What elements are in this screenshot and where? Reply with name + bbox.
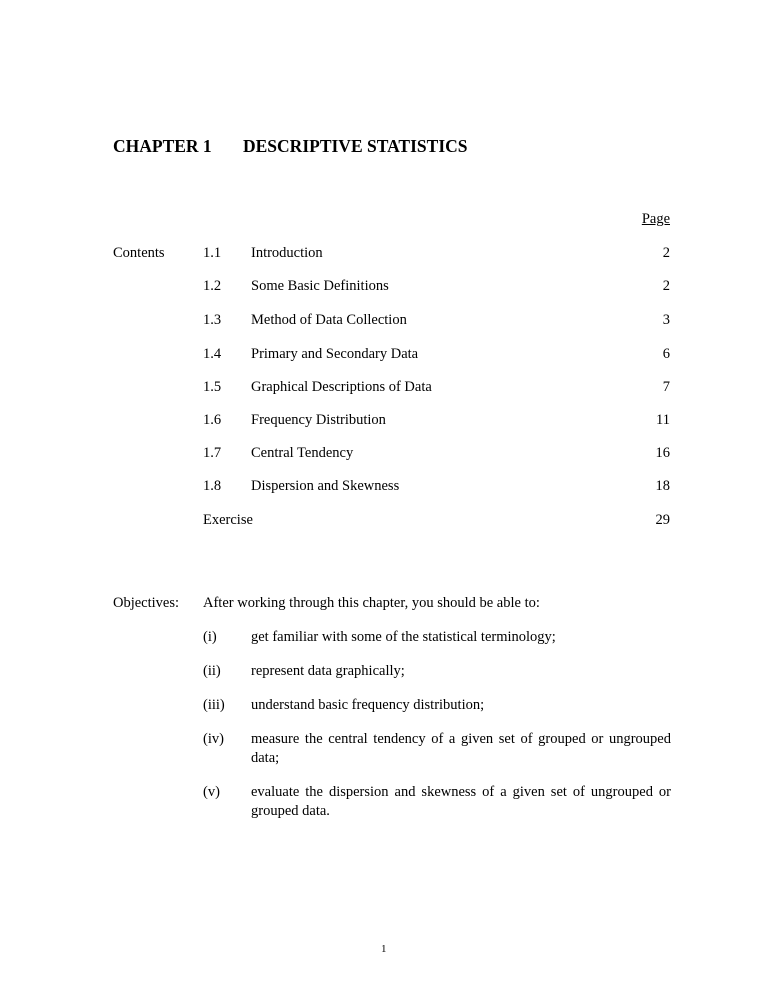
- objective-text: measure the central tendency of a given set of grouped or ungrouped data;: [251, 731, 671, 766]
- page-number: 1: [381, 943, 387, 955]
- toc-item-page: 16: [655, 445, 670, 461]
- objective-number: (iv): [203, 731, 224, 747]
- toc-item-number: 1.4: [203, 346, 222, 362]
- toc-item-page: 18: [655, 478, 670, 494]
- page-column-header: Page: [641, 211, 670, 227]
- toc-item-number: 1.3: [203, 312, 222, 328]
- toc-item-number: 1.5: [203, 379, 222, 395]
- toc-item-page: 2: [662, 245, 670, 261]
- chapter-label: CHAPTER 1: [113, 136, 212, 156]
- objectives-intro: After working through this chapter, you should be able to:: [203, 595, 540, 611]
- toc-item-number: 1.2: [203, 278, 222, 294]
- toc-item-title: Method of Data Collection: [251, 312, 407, 328]
- toc-item-title: Frequency Distribution: [251, 412, 386, 428]
- chapter-title: DESCRIPTIVE STATISTICS: [243, 136, 468, 156]
- objectives-label: Objectives:: [113, 595, 180, 611]
- toc-item-page: 6: [662, 346, 670, 362]
- objective-text: get familiar with some of the statistical terminology;: [251, 629, 556, 645]
- objective-text: evaluate the dispersion and skewness of a given set of ungrouped or grouped data.: [251, 784, 671, 819]
- toc-item-title: Central Tendency: [251, 445, 354, 461]
- toc-item-title: Dispersion and Skewness: [251, 478, 400, 494]
- toc-item-number: 1.6: [203, 412, 222, 428]
- objective-number: (v): [203, 784, 220, 800]
- toc-item-title: Graphical Descriptions of Data: [251, 379, 432, 395]
- objective-text: understand basic frequency distribution;: [251, 697, 485, 713]
- toc-item-title: Introduction: [251, 245, 323, 261]
- toc-item-page: 3: [662, 312, 670, 328]
- toc-item-title: Some Basic Definitions: [251, 278, 389, 294]
- toc-item-title: Primary and Secondary Data: [251, 346, 419, 362]
- toc-item-number: 1.8: [203, 478, 222, 494]
- toc-item-page: 2: [662, 278, 670, 294]
- objective-number: (iii): [203, 697, 225, 713]
- contents-label: Contents: [113, 245, 165, 261]
- toc-item-number: 1.1: [203, 245, 222, 261]
- objective-number: (ii): [203, 663, 221, 679]
- toc-item-number: 1.7: [203, 445, 222, 461]
- toc-item-page: 11: [656, 412, 670, 428]
- toc-item-page: 7: [662, 379, 670, 395]
- objective-number: (i): [203, 629, 217, 645]
- objective-text: represent data graphically;: [251, 663, 405, 679]
- toc-exercise-page: 29: [655, 512, 670, 528]
- toc-exercise-title: Exercise: [203, 512, 253, 528]
